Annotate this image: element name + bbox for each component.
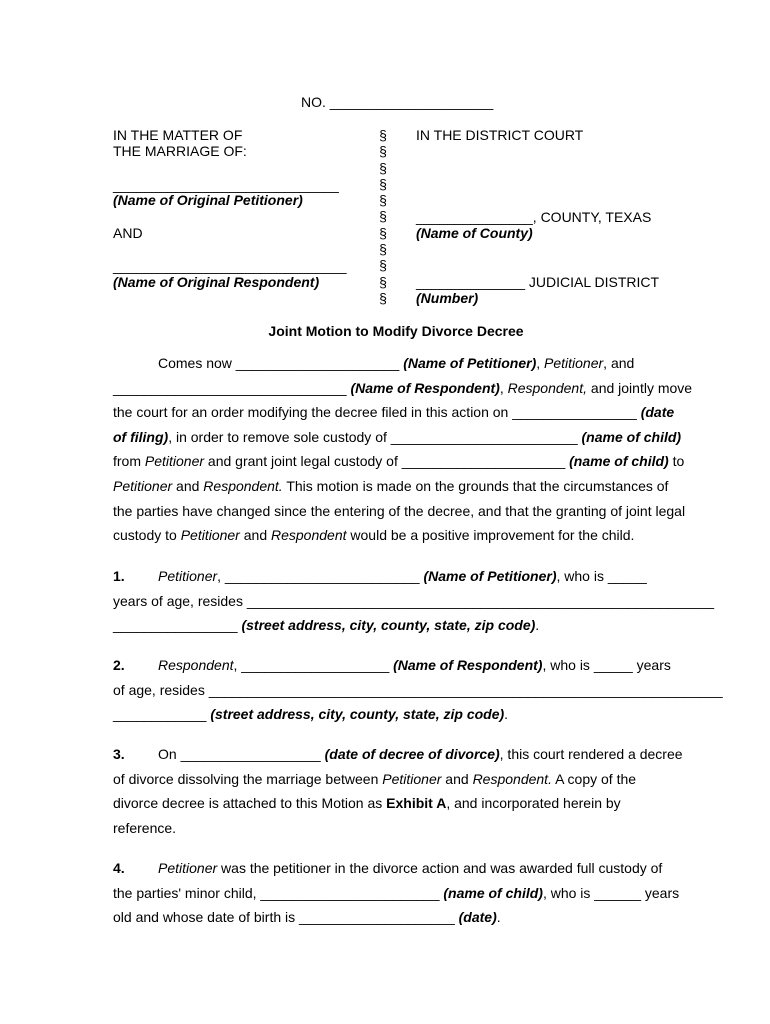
intro-line: Petitioner and Respondent. This motion is made on the grounds that the circumstances of bbox=[113, 477, 669, 494]
item-line: of age, resides __________________________________________________________________ bbox=[113, 681, 723, 698]
district-court-heading: IN THE DISTRICT COURT bbox=[416, 127, 584, 143]
item-number: 1. bbox=[113, 568, 125, 584]
item-number: 2. bbox=[113, 657, 125, 673]
item-line: 1. Petitioner, _________________________ (Name of Petitioner), who is _____ bbox=[113, 564, 679, 589]
case-number: NO. _____________________ bbox=[301, 94, 494, 110]
section-symbol: § bbox=[379, 127, 387, 143]
item-line: old and whose date of birth is ____________________ (date). bbox=[113, 909, 501, 926]
item-1-paragraph bbox=[113, 564, 715, 638]
section-symbol: § bbox=[379, 224, 387, 241]
section-symbol: § bbox=[379, 289, 387, 306]
respondent-name-blank: ______________________________ bbox=[113, 258, 347, 274]
section-symbol-column bbox=[378, 127, 388, 306]
district-number-label: (Number) bbox=[416, 290, 479, 306]
item-line: 3. On __________________ (date of decree of divorce), this court rendered a decree bbox=[113, 742, 679, 767]
intro-line: of filing), in order to remove sole custody of ________________________ (name of child) bbox=[113, 428, 682, 445]
section-symbol: § bbox=[379, 159, 387, 176]
section-symbol: § bbox=[379, 257, 387, 274]
intro-line: Comes now _____________________ (Name of Petitioner), Petitioner, and bbox=[158, 355, 635, 371]
intro-line: custody to Petitioner and Respondent would be a positive improvement for the child. bbox=[113, 527, 635, 544]
caption-and: AND bbox=[113, 225, 143, 241]
original-respondent-label: (Name of Original Respondent) bbox=[113, 274, 320, 290]
judicial-district-line: ______________ JUDICIAL DISTRICT bbox=[416, 274, 660, 290]
item-line: 4. Petitioner was the petitioner in the divorce action and was awarded full custody of bbox=[113, 856, 679, 881]
county-label: (Name of County) bbox=[416, 225, 533, 241]
item-line: reference. bbox=[113, 819, 177, 836]
original-petitioner-label: (Name of Original Petitioner) bbox=[113, 192, 303, 208]
section-symbol: § bbox=[379, 208, 387, 225]
intro-line: the parties have changed since the entering of the decree, and that the granting of joint legal bbox=[113, 502, 686, 519]
exhibit-reference: Exhibit A bbox=[386, 795, 447, 812]
section-symbol: § bbox=[379, 175, 387, 192]
section-symbol: § bbox=[379, 241, 387, 258]
petitioner-name-blank: _____________________________ bbox=[113, 177, 339, 193]
item-line: of divorce dissolving the marriage between Petitioner and Respondent. A copy of the bbox=[113, 770, 637, 787]
item-4-paragraph bbox=[113, 856, 679, 930]
caption-matter-line1: IN THE MATTER OF bbox=[113, 127, 243, 143]
item-line: divorce decree is attached to this Motion as Exhibit A, and incorporated herein by bbox=[113, 795, 621, 812]
item-2-paragraph bbox=[113, 653, 723, 727]
section-symbol: § bbox=[379, 192, 387, 209]
item-number: 4. bbox=[113, 860, 125, 876]
intro-line: from Petitioner and grant joint legal custody of _____________________ (name of child) to bbox=[113, 453, 685, 470]
caption-matter-line2: THE MARRIAGE OF: bbox=[113, 143, 247, 159]
item-line: the parties' minor child, _______________________ (name of child), who is ______ years bbox=[113, 884, 680, 901]
county-line: _______________, COUNTY, TEXAS bbox=[416, 209, 652, 225]
document-title: Joint Motion to Modify Divorce Decree bbox=[268, 323, 524, 339]
section-symbol: § bbox=[379, 273, 387, 290]
item-line: ____________ (street address, city, county, state, zip code). bbox=[113, 706, 509, 723]
item-line: ________________ (street address, city, county, state, zip code). bbox=[113, 617, 540, 634]
section-symbol: § bbox=[379, 143, 387, 160]
intro-line: ______________________________ (Name of Respondent), Respondent, and jointly move bbox=[113, 379, 693, 396]
item-line: 2. Respondent, ___________________ (Name of Respondent), who is _____ years bbox=[113, 653, 679, 678]
item-line: years of age, resides ____________________________________________________________ bbox=[113, 592, 715, 609]
intro-line: the court for an order modifying the decree filed in this action on ________________ (date bbox=[113, 404, 675, 421]
intro-paragraph bbox=[113, 351, 693, 548]
item-number: 3. bbox=[113, 746, 125, 762]
item-3-paragraph bbox=[113, 742, 683, 840]
